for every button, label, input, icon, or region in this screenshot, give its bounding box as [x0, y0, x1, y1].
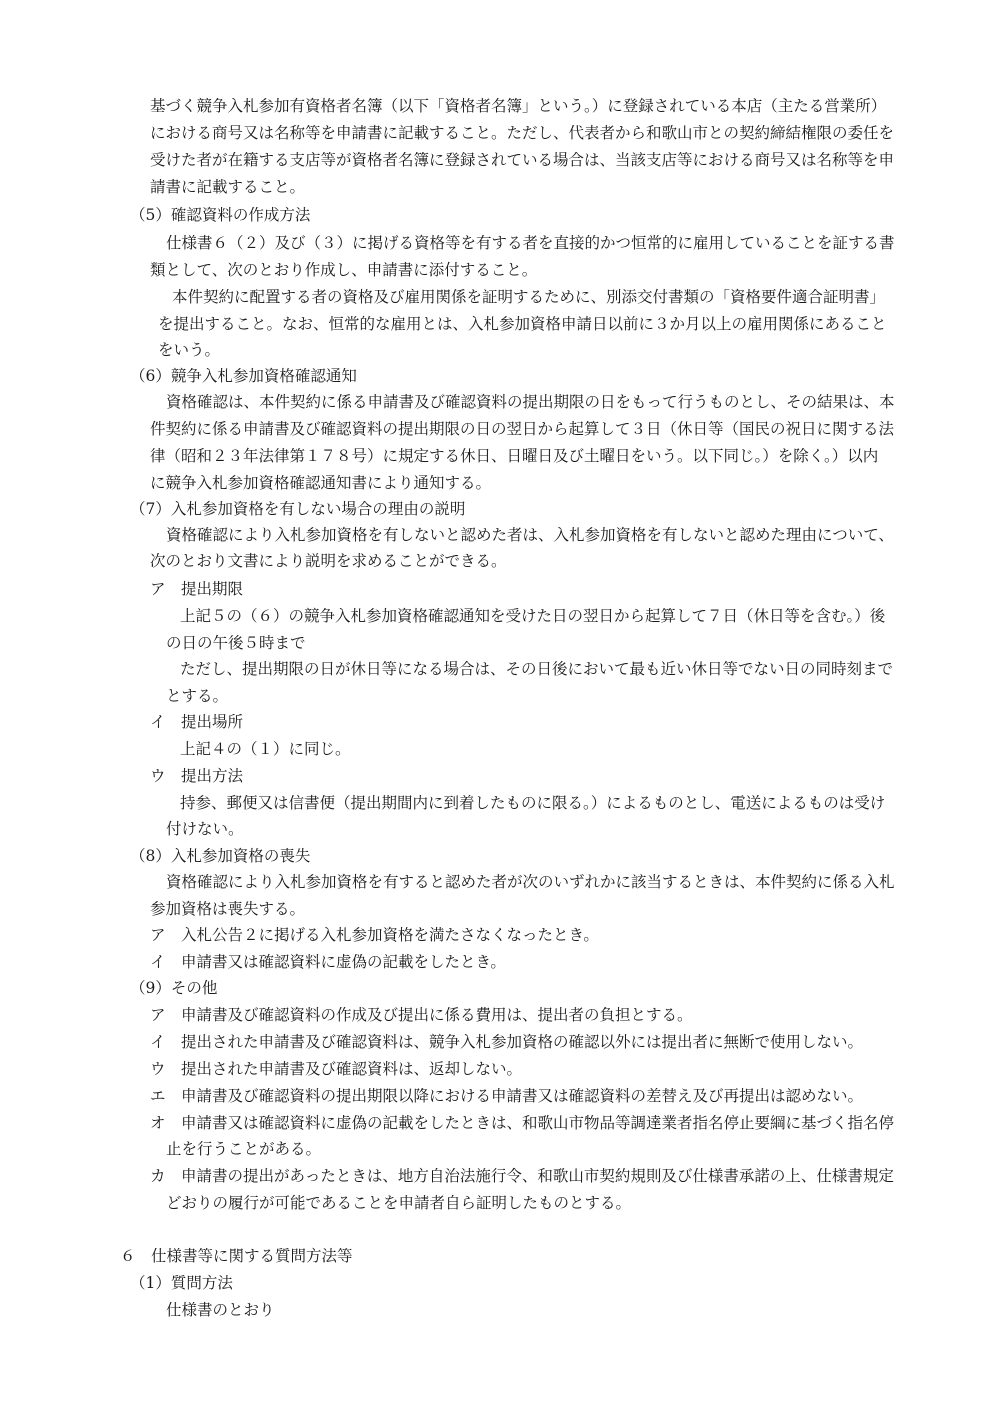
- text-line: 請書に記載すること。: [150, 178, 306, 196]
- section-heading: （1）質問方法: [130, 1274, 233, 1292]
- text-line: 上記５の（６）の競争入札参加資格確認通知を受けた日の翌日から起算して７日（休日等を含む。）後: [180, 607, 886, 625]
- text-line: ただし、提出期限の日が休日等になる場合は、その日後において最も近い休日等でない日の同時刻まで: [180, 660, 894, 678]
- list-item: エ 申請書及び確認資料の提出期限以降における申請書又は確認資料の差替え及び再提出は認めない。: [150, 1087, 864, 1105]
- text-line: を提出すること。なお、恒常的な雇用とは、入札参加資格申請日以前に３か月以上の雇用関係にあること: [158, 315, 887, 333]
- text-line: 持参、郵便又は信書便（提出期間内に到着したものに限る。）によるものとし、電送によるものは受け: [180, 794, 886, 812]
- section-heading: （5）確認資料の作成方法: [130, 206, 311, 224]
- text-line: 基づく競争入札参加有資格者名簿（以下「資格者名簿」という。）に登録されている本店（主たる営業所）: [150, 97, 887, 115]
- list-item: ア 申請書及び確認資料の作成及び提出に係る費用は、提出者の負担とする。: [150, 1006, 693, 1024]
- list-item: ア 入札公告２に掲げる入札参加資格を満たさなくなったとき。: [150, 926, 599, 944]
- text-line: とする。: [166, 687, 229, 705]
- section-heading: （9）その他: [130, 979, 218, 997]
- list-item: イ 申請書又は確認資料に虚偽の記載をしたとき。: [150, 953, 506, 971]
- section-heading: （7）入札参加資格を有しない場合の理由の説明: [130, 500, 466, 518]
- text-line: 本件契約に配置する者の資格及び雇用関係を証明するために、別添交付書類の「資格要件適合証明書」: [172, 288, 886, 306]
- list-item: オ 申請書又は確認資料に虚偽の記載をしたときは、和歌山市物品等調達業者指名停止要綱に基づく指名停: [150, 1114, 895, 1132]
- list-item: ウ 提出された申請書及び確認資料は、返却しない。: [150, 1060, 523, 1078]
- section-heading: （6）競争入札参加資格確認通知: [130, 367, 357, 385]
- text-line: における商号又は名称等を申請書に記載すること。ただし、代表者から和歌山市との契約締結権限の委任を: [150, 124, 895, 142]
- text-line: に競争入札参加資格確認通知書により通知する。: [150, 474, 492, 492]
- section-heading: （8）入札参加資格の喪失: [130, 847, 311, 865]
- text-line: 律（昭和２３年法律第１７８号）に規定する休日、日曜日及び土曜日をいう。以下同じ。）を除く。）以内: [150, 447, 879, 465]
- text-line: 上記４の（１）に同じ。: [180, 740, 351, 758]
- subsection-heading: ウ 提出方法: [150, 767, 244, 785]
- chapter-heading: ６ 仕様書等に関する質問方法等: [120, 1247, 353, 1265]
- text-line: 止を行うことがある。: [166, 1140, 322, 1158]
- text-line: 受けた者が在籍する支店等が資格者名簿に登録されている場合は、当該支店等における商号又は名称等を申: [150, 151, 895, 169]
- text-line: 仕様書６（２）及び（３）に掲げる資格等を有する者を直接的かつ恒常的に雇用していることを証する書: [166, 234, 895, 252]
- text-line: 資格確認により入札参加資格を有しないと認めた者は、入札参加資格を有しないと認めた理由について、: [166, 526, 894, 544]
- text-line: どおりの履行が可能であることを申請者自ら証明したものとする。: [166, 1194, 632, 1212]
- text-line: をいう。: [158, 341, 221, 359]
- text-line: 参加資格は喪失する。: [150, 900, 306, 918]
- subsection-heading: ア 提出期限: [150, 580, 244, 598]
- list-item: カ 申請書の提出があったときは、地方自治法施行令、和歌山市契約規則及び仕様書承諾の上、仕様書規定: [150, 1167, 894, 1185]
- text-line: 類として、次のとおり作成し、申請書に添付すること。: [150, 261, 538, 279]
- text-line: 資格確認は、本件契約に係る申請書及び確認資料の提出期限の日をもって行うものとし、その結果は、本: [166, 393, 895, 411]
- text-line: 資格確認により入札参加資格を有すると認めた者が次のいずれかに該当するときは、本件契約に係る入札: [166, 873, 895, 891]
- text-line: 付けない。: [166, 820, 244, 838]
- text-line: 仕様書のとおり: [166, 1301, 275, 1319]
- subsection-heading: イ 提出場所: [150, 713, 244, 731]
- text-line: 次のとおり文書により説明を求めることができる。: [150, 552, 507, 570]
- list-item: イ 提出された申請書及び確認資料は、競争入札参加資格の確認以外には提出者に無断で使用しない。: [150, 1033, 864, 1051]
- text-line: の日の午後５時まで: [166, 634, 306, 652]
- text-line: 件契約に係る申請書及び確認資料の提出期限の日の翌日から起算して３日（休日等（国民の祝日に関する法: [150, 420, 895, 438]
